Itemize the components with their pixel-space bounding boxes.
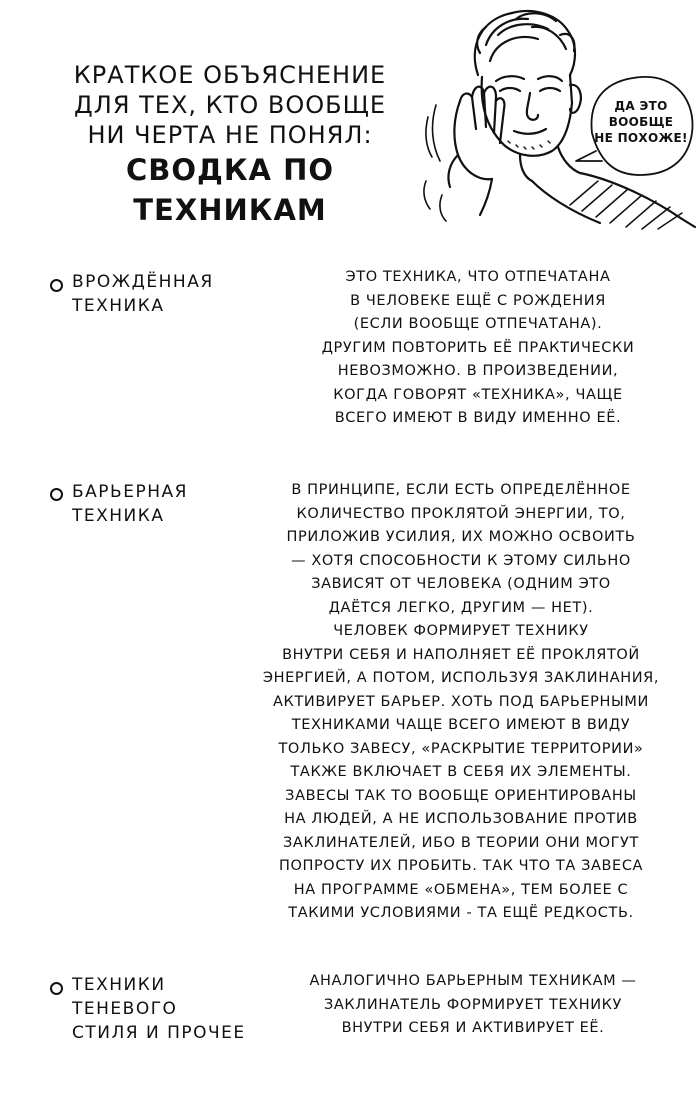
description-line: ВНУТРИ СЕБЯ И НАПОЛНЯЕТ ЕЁ ПРОКЛЯТОЙ [282, 646, 640, 663]
term-description [226, 479, 696, 926]
description-line: ЗАВЕСЫ ТАК ТО ВООБЩЕ ОРИЕНТИРОВАНЫ [285, 787, 637, 804]
term-label [72, 973, 262, 1045]
description-line: — ХОТЯ СПОСОБНОСТИ К ЭТОМУ СИЛЬНО [291, 552, 631, 569]
description-line: АКТИВИРУЕТ БАРЬЕР. ХОТЬ ПОД БАРЬЕРНЫМИ [273, 693, 649, 710]
description-line: В ПРИНЦИПЕ, ЕСЛИ ЕСТЬ ОПРЕДЕЛЁННОЕ [291, 482, 631, 498]
description-line: КОЛИЧЕСТВО ПРОКЛЯТОЙ ЭНЕРГИИ, ТО, [296, 505, 626, 522]
term-description [278, 266, 678, 431]
term-line: ТЕНЕВОГО [72, 999, 178, 1019]
term-description [268, 970, 678, 1041]
description-line: ЗАКЛИНАТЕЛЕЙ, ИБО В ТЕОРИИ ОНИ МОГУТ [283, 834, 639, 851]
term-line: ТЕХНИКА [72, 296, 165, 316]
speech-line: НЕ ПОХОЖЕ! [594, 131, 688, 145]
term-label [72, 270, 262, 318]
description-line: ВНУТРИ СЕБЯ И АКТИВИРУЕТ ЕЁ. [341, 1020, 605, 1036]
description-line: НЕВОЗМОЖНО. В ПРОИЗВЕДЕНИИ, [337, 363, 619, 379]
heading-line: ДЛЯ ТЕХ, КТО ВООБЩЕ [74, 91, 386, 119]
bullet-icon [50, 279, 63, 292]
term-line: ВРОЖДЁННАЯ [72, 272, 214, 292]
term-line: БАРЬЕРНАЯ [72, 482, 188, 502]
description-line: ТАКЖЕ ВКЛЮЧАЕТ В СЕБЯ ИХ ЭЛЕМЕНТЫ. [290, 764, 632, 780]
speech-line: ДА ЭТО [614, 99, 668, 113]
term-line: ТЕХНИКА [72, 506, 165, 526]
term-line: ТЕХНИКИ [72, 975, 166, 995]
description-line: ЗАВИСЯТ ОТ ЧЕЛОВЕКА (ОДНИМ ЭТО [311, 576, 611, 592]
description-line: В ЧЕЛОВЕКЕ ЕЩЁ С РОЖДЕНИЯ [350, 292, 606, 309]
heading-line: НИ ЧЕРТА НЕ ПОНЯЛ: [87, 121, 373, 149]
description-line: ВСЕГО ИМЕЮТ В ВИДУ ИМЕННО ЕЁ. [334, 410, 622, 426]
description-line: ЧЕЛОВЕК ФОРМИРУЕТ ТЕХНИКУ [333, 623, 589, 639]
description-line: (ЕСЛИ ВООБЩЕ ОТПЕЧАТАНА). [353, 316, 603, 332]
description-line: НА ПРОГРАММЕ «ОБМЕНА», ТЕМ БОЛЕЕ С [293, 881, 629, 898]
heading-line: КРАТКОЕ ОБЪЯСНЕНИЕ [73, 61, 387, 89]
description-line: КОГДА ГОВОРЯТ «ТЕХНИКА», ЧАЩЕ [333, 386, 623, 403]
description-line: ТОЛЬКО ЗАВЕСУ, «РАСКРЫТИЕ ТЕРРИТОРИИ» [278, 740, 644, 757]
description-line: ПОПРОСТУ ИХ ПРОБИТЬ. ТАК ЧТО ТА ЗАВЕСА [278, 858, 644, 874]
speech-line: ВООБЩЕ [608, 115, 674, 129]
description-line: ТАКИМИ УСЛОВИЯМИ - ТА ЕЩЁ РЕДКОСТЬ. [288, 905, 634, 921]
bullet-icon [50, 488, 63, 501]
description-line: ЭНЕРГИЕЙ, А ПОТОМ, ИСПОЛЬЗУЯ ЗАКЛИНАНИЯ, [262, 670, 660, 686]
description-line: НА ЛЮДЕЙ, А НЕ ИСПОЛЬЗОВАНИЕ ПРОТИВ [284, 811, 638, 827]
description-line: ЭТО ТЕХНИКА, ЧТО ОТПЕЧАТАНА [345, 269, 611, 285]
description-line: ПРИЛОЖИВ УСИЛИЯ, ИХ МОЖНО ОСВОИТЬ [286, 529, 636, 545]
description-line: ДАЁТСЯ ЛЕГКО, ДРУГИМ — НЕТ). [328, 599, 594, 616]
page-heading [30, 60, 430, 230]
description-line: ЗАКЛИНАТЕЛЬ ФОРМИРУЕТ ТЕХНИКУ [324, 996, 622, 1013]
page-title: СВОДКА ПО ТЕХНИКАМ [125, 153, 335, 227]
speech-bubble [586, 98, 696, 146]
description-line: АНАЛОГИЧНО БАРЬЕРНЫМ ТЕХНИКАМ — [309, 973, 637, 989]
description-line: ДРУГИМ ПОВТОРИТЬ ЕЁ ПРАКТИЧЕСКИ [321, 339, 635, 356]
description-line: ТЕХНИКАМИ ЧАЩЕ ВСЕГО ИМЕЮТ В ВИДУ [291, 717, 631, 733]
term-line: СТИЛЯ И ПРОЧЕЕ [72, 1023, 246, 1043]
bullet-icon [50, 982, 63, 995]
